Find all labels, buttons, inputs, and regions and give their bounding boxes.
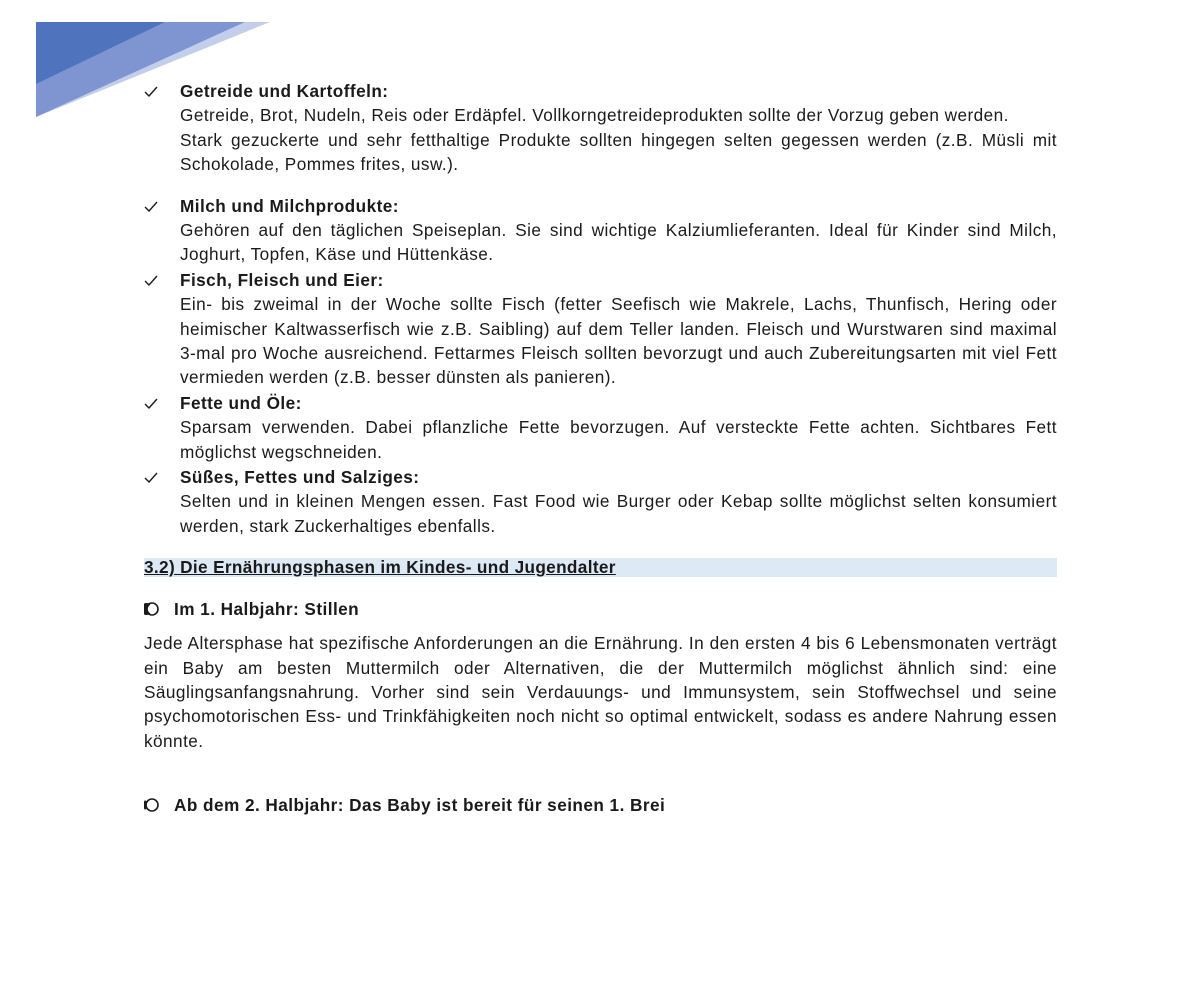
food-group-text: Selten und in kleinen Mengen essen. Fast Food wie Burger oder Kebap sollte möglichst selten konsumiert werden, stark Zuckerhaltiges ebenfalls. xyxy=(180,491,1057,536)
phase-heading-text: Ab dem 2. Halbjahr: Das Baby ist bereit für seinen 1. Brei xyxy=(174,795,666,816)
check-icon xyxy=(144,398,158,410)
food-group-item xyxy=(144,268,1057,390)
food-group-title: Fisch, Fleisch und Eier: xyxy=(180,269,384,290)
food-group-title: Fette und Öle: xyxy=(180,392,302,413)
food-group-item xyxy=(144,391,1057,464)
phase-heading xyxy=(144,597,1057,621)
food-group-title: Getreide und Kartoffeln: xyxy=(180,81,389,101)
food-group-text: Sparsam verwenden. Dabei pflanzliche Fette bevorzugen. Auf versteckte Fette achten. Sichtbares Fett möglichst wegschneiden. xyxy=(180,417,1057,462)
food-group-text: Ein- bis zweimal in der Woche sollte Fisch (fetter Seefisch wie Makrele, Lachs, Thunfisch, Hering oder heimischer Kaltwasserfisch wie z.B. Saibling) auf dem Teller landen. Fleisch und Wurstwaren sind maximal 3-mal pro Woche ausreichend. Fettarmes Fleisch sollten bevorzugt und auch Zubereitungsarten mit viel Fett vermieden werden (z.B. besser dünsten als panieren). xyxy=(180,294,1057,388)
food-group-title: Süßes, Fettes und Salziges: xyxy=(180,467,420,488)
moon-bullet-icon xyxy=(144,602,166,616)
page-content xyxy=(144,78,1057,817)
moon-bullet-icon xyxy=(144,798,166,812)
phase-heading xyxy=(144,793,1057,817)
check-icon xyxy=(144,472,158,484)
phase-heading-text: Im 1. Halbjahr: Stillen xyxy=(174,599,360,620)
section-heading xyxy=(144,558,1057,577)
check-icon xyxy=(144,275,158,287)
food-group-text: Getreide, Brot, Nudeln, Reis oder Erdäpfel. Vollkorngetreideprodukten sollte der Vorzug geben werden. xyxy=(180,105,1009,126)
food-group-item xyxy=(144,194,1057,267)
phase-paragraph: Jede Altersphase hat spezifische Anforderungen an die Ernährung. In den ersten 4 bis 6 Lebensmonaten verträgt ein Baby am besten Muttermilch oder Alternativen, die der Muttermilch möglichst ähnlich sind: eine Säuglingsanfangsnahrung. Vorher sind sein Verdauungs- und Immunsystem, sein Stoffwechsel und seine psychomotorischen Ess- und Trinkfähigkeiten noch nicht so optimal entwickelt, sodass es andere Nahrung essen könnte. xyxy=(144,633,1057,751)
food-group-item xyxy=(144,465,1057,538)
food-group-item xyxy=(144,79,1057,177)
food-group-text: Gehören auf den täglichen Speiseplan. Sie sind wichtige Kalziumlieferanten. Ideal für Kinder sind Milch, Joghurt, Topfen, Käse und Hüttenkäse. xyxy=(180,220,1057,265)
food-group-text: Stark gezuckerte und sehr fetthaltige Produkte sollten hingegen selten gegessen werden (z.B. Müsli mit Schokolade, Pommes frites, usw.). xyxy=(180,129,1057,175)
section-heading-text: 3.2) Die Ernährungsphasen im Kindes- und Jugendalter xyxy=(144,557,616,578)
food-group-title: Milch und Milchprodukte: xyxy=(180,195,399,216)
check-icon xyxy=(144,86,158,98)
check-icon xyxy=(144,201,158,213)
